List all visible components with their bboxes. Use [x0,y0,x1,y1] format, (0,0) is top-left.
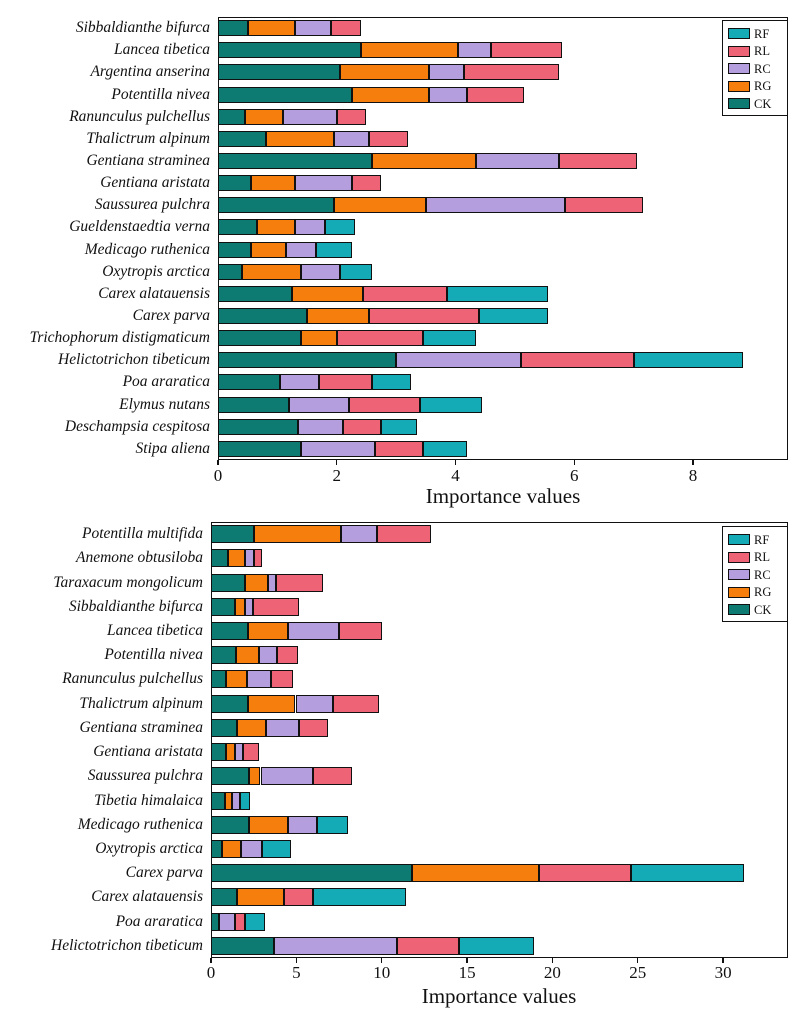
bar-segment-RG [242,264,301,280]
x-tick-label: 8 [688,466,698,485]
legend-item-RL [728,549,783,567]
bar-segment-CK [211,598,235,616]
legend-label-RC: RC [754,567,771,582]
bar-segment-RL [284,888,312,906]
bar-segment-RC [334,131,370,147]
bar-segment-RL [464,64,559,80]
legend-label-RC: RC [754,61,771,76]
bar-segment-RC [429,87,468,103]
bar-segment-RC [219,913,235,931]
bar-segment-RC [301,264,340,280]
bar-segment-RL [397,937,458,955]
bar-segment-RC [476,153,559,169]
bar-segment-CK [218,42,361,58]
bar-segment-RG [249,767,261,785]
bar-segment-CK [218,64,340,80]
bar-segment-CK [211,767,249,785]
species-label: Thalictrum alpinum [86,129,210,147]
legend-item-RG [728,584,783,602]
bar-segment-CK [211,743,226,761]
bar-segment-RL [369,308,479,324]
bar-segment-RF [381,419,417,435]
bar-segment-RF [340,264,373,280]
species-label: Oxytropis arctica [95,840,203,857]
species-label: Potentilla multifida [82,525,203,543]
bar-segment-RG [228,549,245,567]
bar-segment-RG [248,695,296,713]
bar-segment-RC [259,646,277,664]
bar-segment-RF [240,792,250,810]
bar-segment-CK [218,131,266,147]
bar-segment-RF [372,374,411,390]
bar-segment-RL [369,131,408,147]
bar-segment-RC [298,419,343,435]
bar-segment-CK [211,525,254,543]
bar-segment-RC [247,670,271,688]
bar-segment-RL [339,622,382,640]
bar-segment-RG [292,286,363,302]
bar-segment-CK [211,670,226,688]
legend-item-RC [728,566,783,584]
bar-segment-RG [235,598,245,616]
bar-segment-RF [631,864,744,882]
species-label: Gentiana aristata [93,743,203,761]
bar-segment-RF [423,330,476,346]
legend-swatch-RG [728,587,750,598]
bar-segment-CK [218,242,251,258]
bar-segment-RG [226,670,247,688]
bar-segment-RL [539,864,631,882]
bar-segment-RL [521,352,634,368]
species-label: Trichophorum distigmaticum [29,329,210,347]
species-label: Potentilla nivea [104,646,203,664]
species-label: Gentiana aristata [100,174,210,192]
species-label: Sibbaldianthe bifurca [75,19,210,37]
legend-item-CK [728,601,783,619]
bar-segment-RG [301,330,337,346]
x-tick-label: 2 [332,466,341,485]
species-label: Carex parva [125,864,203,882]
bar-segment-RG [237,719,265,737]
bar-segment-RF [423,441,468,457]
bar-segment-RC [295,20,331,36]
x-tick [692,460,693,465]
x-tick-label: 30 [714,963,732,982]
species-label: Poa araratica [115,912,203,930]
species-label: Gueldenstaedtia verna [69,218,210,236]
species-label: Poa araratica [122,373,210,391]
legend [722,526,788,622]
bar-segment-RL [343,419,382,435]
bar-segment-CK [218,374,280,390]
bar-segment-RG [307,308,369,324]
x-tick-label: 0 [213,466,223,485]
x-tick-label: 10 [373,963,391,982]
legend-label-CK: CK [754,96,772,111]
bar-segment-RL [565,197,642,213]
species-label: Sibbaldianthe bifurca [68,597,203,615]
bar-segment-CK [211,816,249,834]
bar-segment-RG [245,109,284,125]
species-label: Carex alatauensis [91,888,203,906]
bar-segment-RF [245,913,265,931]
legend-item-RF [728,25,783,43]
species-label: Argentina anserina [90,63,210,81]
bar-segment-RG [352,87,429,103]
bar-segment-RC [235,743,244,761]
bar-segment-RC [289,397,348,413]
bar-segment-RC [268,574,276,592]
bar-segment-CK [211,913,219,931]
species-label: Carex alatauensis [98,284,210,302]
x-axis-label-top: Importance values [425,484,581,508]
species-label: Gentiana straminea [79,718,203,736]
bar-segment-RL [349,397,420,413]
bar-segment-CK [218,109,245,125]
x-tick-label: 0 [206,963,216,982]
x-axis-label-bottom: Importance values [421,984,577,1008]
species-label: Elymus nutans [119,395,210,413]
bar-segment-CK [211,888,237,906]
bar-segment-RL [276,574,323,592]
species-label: Anemone obtusiloba [76,549,203,567]
bar-segment-RF [316,242,352,258]
bar-segment-CK [218,441,301,457]
bar-segment-RG [248,20,296,36]
bar-segment-RG [361,42,459,58]
legend-item-RC [728,60,783,78]
species-label: Helictotrichon tibeticum [51,936,203,954]
bar-segment-RL [253,598,299,616]
bar-segment-RL [235,913,245,931]
legend-swatch-RF [728,534,750,545]
species-label: Potentilla nivea [111,85,210,103]
bar-segment-RF [479,308,547,324]
x-tick-label: 20 [543,963,561,982]
bar-segment-CK [218,175,251,191]
bar-segment-RC [296,695,334,713]
bar-segment-RC [301,441,375,457]
bar-segment-RL [299,719,328,737]
legend-swatch-CK [728,98,750,109]
bar-segment-RG [249,816,288,834]
legend-label-RF: RF [754,26,770,41]
bar-segment-RL [467,87,523,103]
legend-item-RG [728,78,783,96]
bar-segment-RG [237,888,284,906]
species-label: Ranunculus pulchellus [69,107,210,125]
bar-segment-CK [211,792,225,810]
bar-segment-RF [313,888,407,906]
bar-segment-RG [236,646,259,664]
species-label: Medicago ruthenica [77,815,203,833]
bar-segment-RC [295,175,351,191]
bar-segment-RL [277,646,298,664]
bar-segment-RC [288,816,317,834]
legend-swatch-CK [728,604,750,615]
x-tick-label: 4 [451,466,460,485]
bar-segment-CK [218,352,396,368]
species-label: Thalictrum alpinum [79,694,203,712]
legend-item-RL [728,43,783,61]
species-label: Ranunculus pulchellus [62,670,203,688]
bar-segment-RL [313,767,351,785]
bar-segment-CK [211,937,274,955]
bar-segment-RL [491,42,562,58]
bar-segment-RC [245,598,253,616]
bar-segment-RC [280,374,319,390]
x-tick [336,460,337,465]
bar-segment-CK [211,574,245,592]
bar-segment-CK [211,549,228,567]
bar-segment-CK [211,864,412,882]
species-label: Lancea tibetica [107,622,203,639]
bar-segment-RC [261,767,314,785]
bar-segment-CK [211,622,248,640]
species-label: Medicago ruthenica [84,240,210,258]
bar-segment-RC [286,242,316,258]
legend-swatch-RC [728,63,750,74]
plot-area [218,17,788,460]
bar-segment-RG [251,175,296,191]
x-tick-label: 15 [458,963,476,982]
bar-segment-RG [257,219,296,235]
x-tick-label: 6 [570,466,579,485]
legend-label-RF: RF [754,532,770,547]
bar-segment-CK [218,419,298,435]
bar-segment-RG [266,131,334,147]
species-label: Taraxacum mongolicum [53,573,203,591]
x-tick [574,460,575,465]
bar-segment-RC [458,42,491,58]
species-label: Lancea tibetica [114,41,210,59]
bar-segment-CK [211,840,222,858]
species-label: Tibetia himalaica [94,791,203,809]
x-tick-label: 25 [629,963,647,982]
bar-segment-CK [218,308,307,324]
bar-segment-CK [218,330,301,346]
bar-segment-RG [226,743,235,761]
bar-segment-CK [211,646,236,664]
bar-segment-CK [218,264,242,280]
bar-segment-RC [274,937,397,955]
species-label: Oxytropis arctica [102,262,210,280]
bar-segment-RC [341,525,377,543]
bar-segment-RG [334,197,426,213]
bar-segment-RG [225,792,233,810]
bar-segment-RF [317,816,349,834]
legend-swatch-RG [728,81,750,92]
species-label: Carex parva [132,307,210,325]
legend-swatch-RL [728,46,750,57]
species-label: Helictotrichon tibeticum [58,351,210,369]
x-tick [455,460,456,465]
bar-segment-RC [429,64,465,80]
species-label: Gentiana straminea [86,151,210,169]
bar-segment-RL [331,20,361,36]
legend-label-CK: CK [754,602,772,617]
legend-label-RG: RG [754,79,772,93]
species-label: Deschampsia cespitosa [64,417,210,435]
bar-segment-RL [319,374,372,390]
bar-segment-RL [352,175,382,191]
bar-segment-RC [426,197,566,213]
bar-segment-RG [412,864,538,882]
x-tick-label: 5 [292,963,301,982]
bar-segment-CK [218,197,334,213]
bar-segment-CK [218,153,372,169]
legend-swatch-RC [728,569,750,580]
legend-label-RL: RL [754,550,770,564]
bar-segment-RC [241,840,262,858]
bar-segment-CK [211,719,237,737]
bar-segment-RL [271,670,293,688]
bar-segment-RF [262,840,291,858]
bar-segment-RL [559,153,636,169]
bar-segment-RC [396,352,521,368]
bar-segment-RG [222,840,241,858]
bar-segment-RF [447,286,548,302]
bar-segment-RC [295,219,325,235]
bar-segment-RC [232,792,240,810]
bar-segment-RG [248,622,288,640]
bar-segment-RL [243,743,258,761]
bar-segment-CK [218,87,352,103]
legend-swatch-RF [728,28,750,39]
bar-segment-RL [337,330,423,346]
bar-segment-CK [218,219,257,235]
bar-segment-RL [375,441,423,457]
bar-segment-RC [266,719,299,737]
legend-label-RG: RG [754,585,772,599]
bar-segment-CK [218,20,248,36]
bar-segment-RC [288,622,339,640]
bar-segment-RC [245,549,254,567]
legend-label-RL: RL [754,44,770,58]
species-label: Saussurea pulchra [94,196,210,214]
bar-segment-CK [211,695,248,713]
bar-segment-RL [337,109,367,125]
bar-segment-RF [459,937,534,955]
bar-segment-RL [254,549,263,567]
bar-segment-RL [333,695,379,713]
legend-item-CK [728,95,783,113]
bar-segment-RG [251,242,287,258]
bar-segment-RC [283,109,336,125]
bar-segment-RG [340,64,429,80]
bar-segment-RL [363,286,446,302]
bar-segment-RL [377,525,432,543]
bar-segment-RG [254,525,341,543]
legend-swatch-RL [728,552,750,563]
bar-segment-RF [325,219,355,235]
species-label: Saussurea pulchra [87,767,203,785]
bar-segment-RF [634,352,744,368]
bar-segment-RF [420,397,482,413]
species-label: Stipa aliena [135,439,210,457]
bar-segment-RG [372,153,476,169]
bar-segment-RG [245,574,268,592]
legend [722,20,788,116]
bar-segment-CK [218,397,289,413]
legend-item-RF [728,531,783,549]
bar-segment-CK [218,286,292,302]
x-tick [217,460,218,465]
